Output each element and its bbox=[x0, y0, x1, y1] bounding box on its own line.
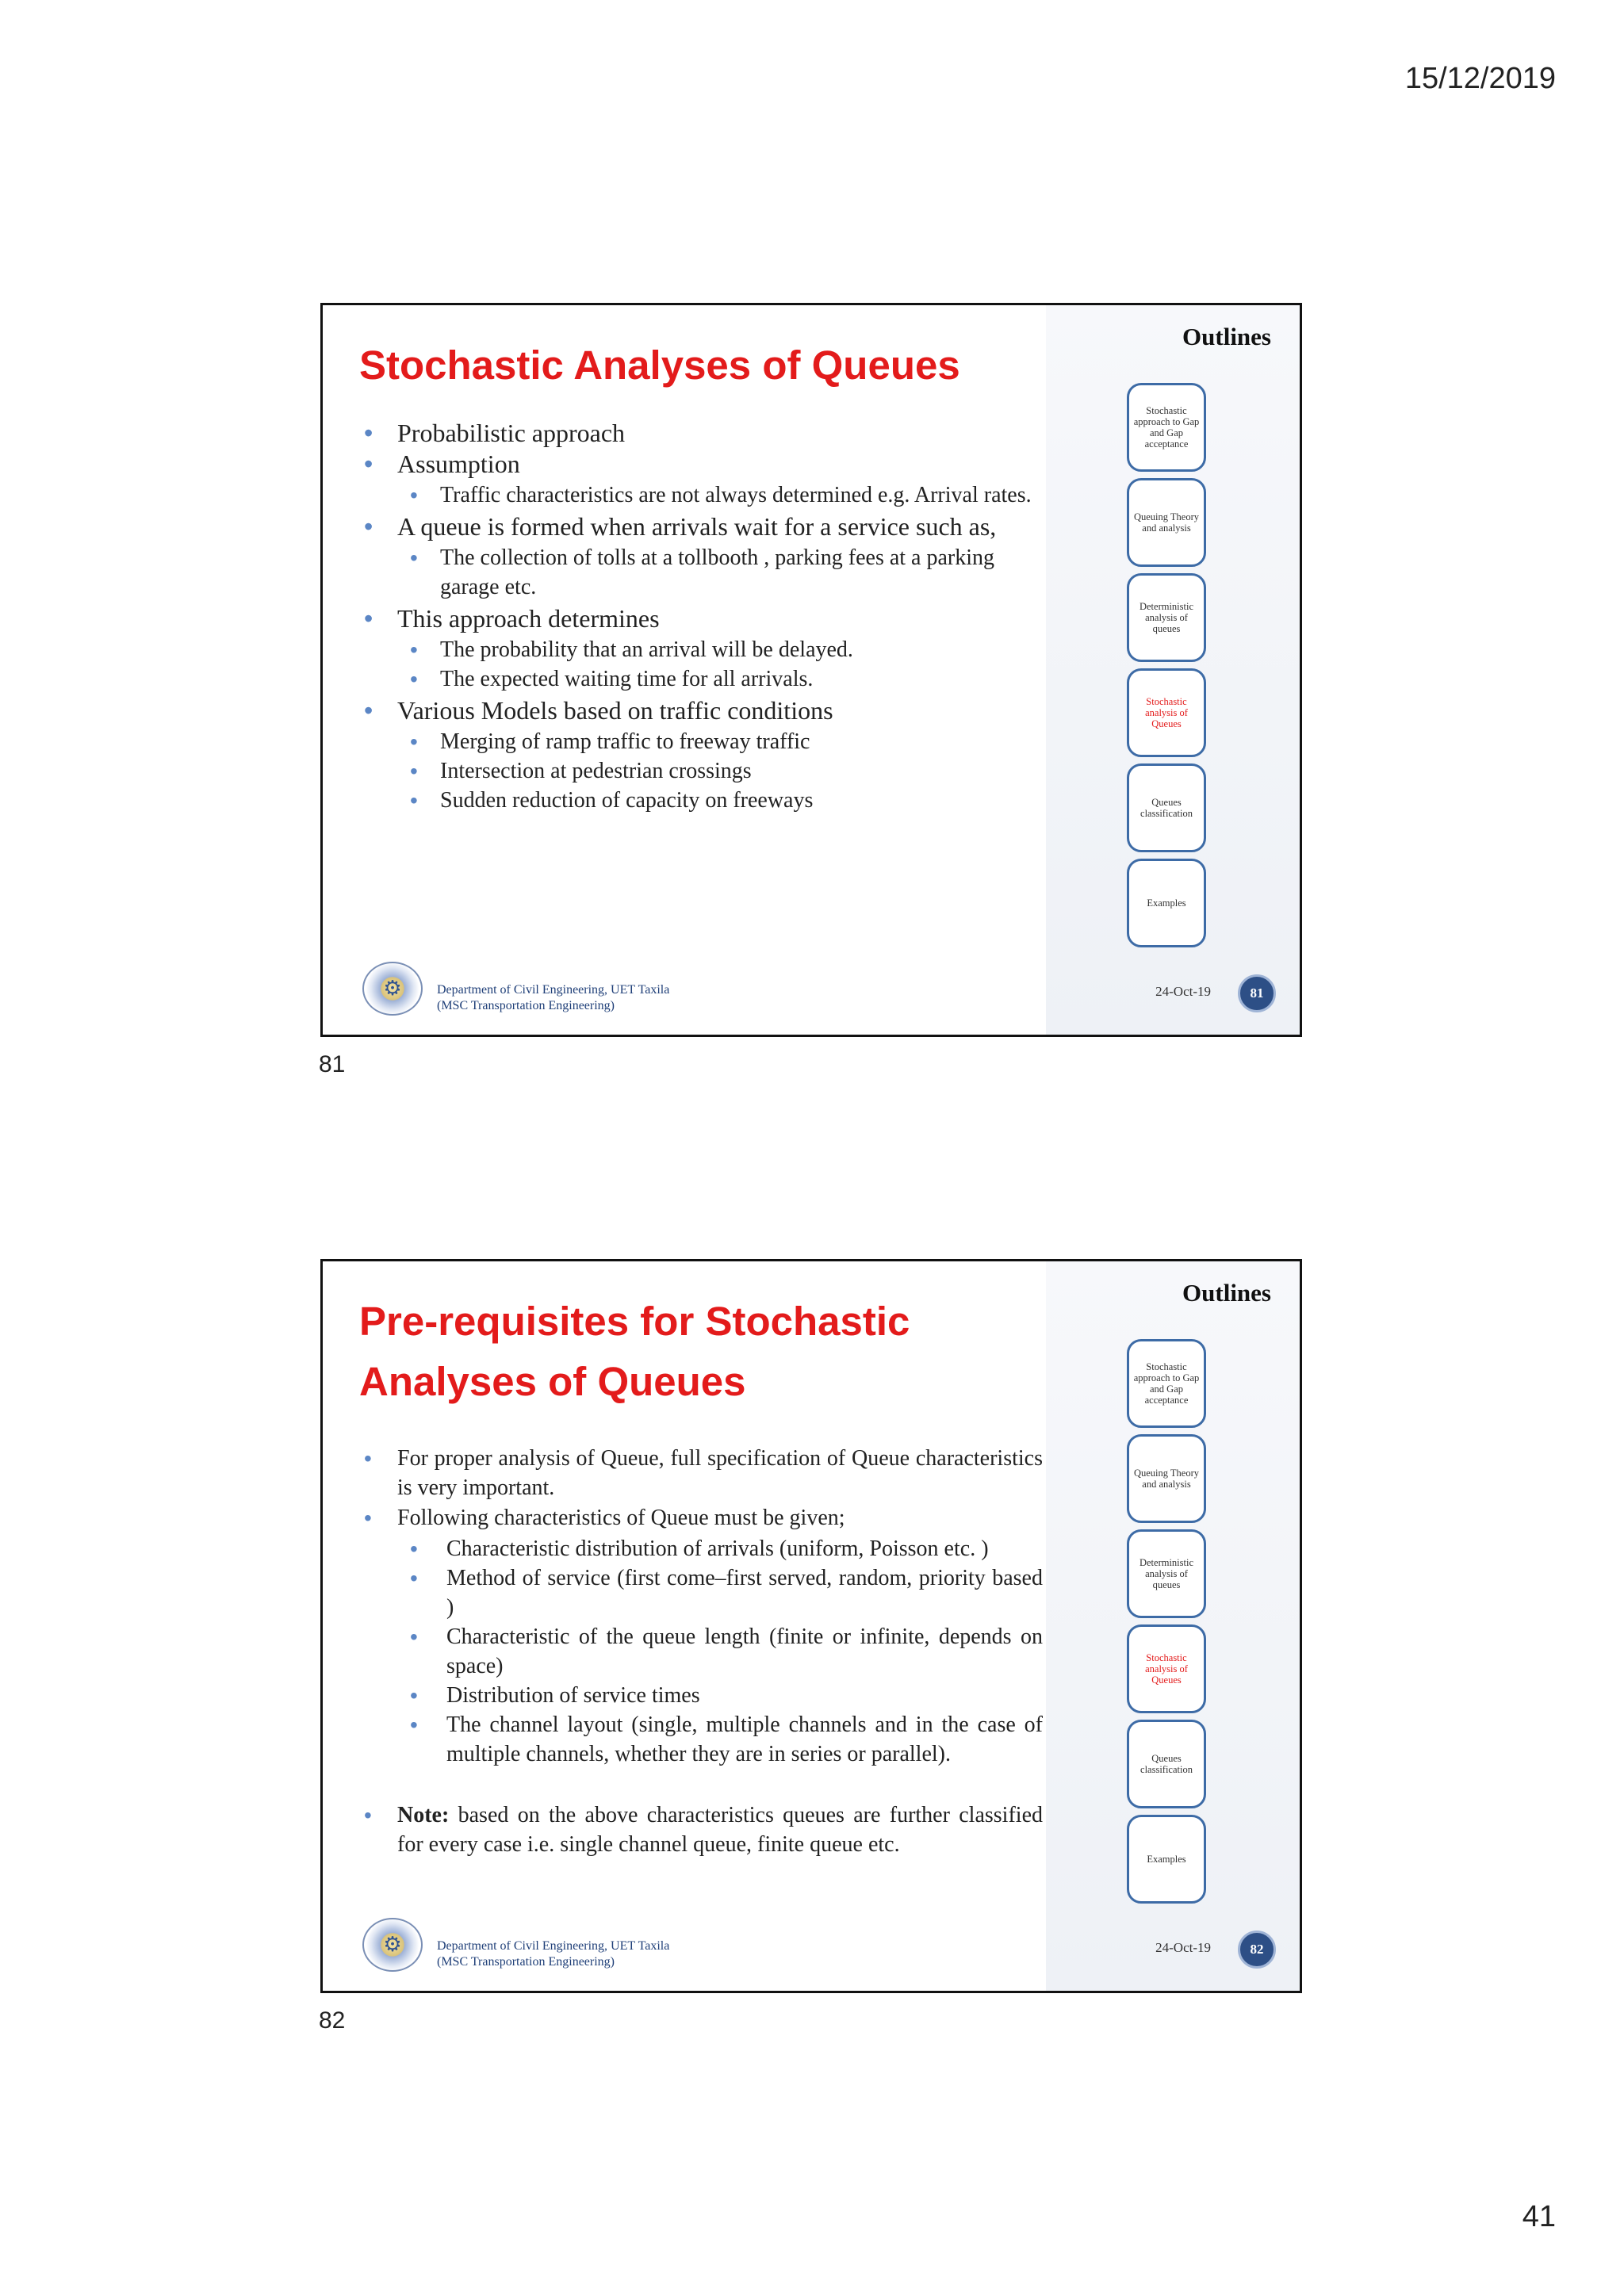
bullet-list bbox=[359, 418, 1057, 815]
footer-dept-line2: (MSC Transportation Engineering) bbox=[437, 999, 615, 1012]
outline-item-queuing-theory[interactable]: Queuing Theory and analysis bbox=[1127, 1434, 1206, 1523]
outline-item-queues-classification[interactable]: Queues classification bbox=[1127, 1720, 1206, 1808]
page-date: 15/12/2019 bbox=[1404, 62, 1556, 95]
sub-bullet: • Traffic characteristics are not always determined e.g. Arrival rates. bbox=[397, 480, 1057, 510]
outline-item-stochastic[interactable]: Stochastic analysis of Queues bbox=[1127, 668, 1206, 757]
bullet bbox=[359, 695, 1057, 815]
sub-bullet-list bbox=[397, 480, 1057, 510]
footer-department bbox=[437, 1938, 669, 1970]
outlines-sidebar bbox=[1046, 305, 1300, 1035]
slide-title-line2: Analyses of Queues bbox=[359, 1359, 746, 1404]
bullet-text: Assumption bbox=[397, 450, 520, 478]
sub-bullet: • Distribution of service times bbox=[397, 1681, 1043, 1710]
spacer bbox=[359, 1770, 1043, 1800]
bullet-text: A queue is formed when arrivals wait for a service such as, bbox=[397, 512, 997, 541]
bullet bbox=[359, 603, 1057, 694]
outline-item-gap-acceptance[interactable]: Stochastic approach to Gap and Gap acceptance bbox=[1127, 383, 1206, 472]
outline-item-deterministic[interactable]: Deterministic analysis of queues bbox=[1127, 573, 1206, 662]
footer-dept-line2: (MSC Transportation Engineering) bbox=[437, 1955, 615, 1969]
sub-bullet: • Sudden reduction of capacity on freeways bbox=[397, 786, 1057, 815]
sub-bullet-list bbox=[397, 543, 1057, 602]
slide-title: Stochastic Analyses of Queues bbox=[359, 342, 960, 388]
sub-bullet-list bbox=[397, 635, 1057, 694]
slide-number-badge: 82 bbox=[1238, 1931, 1276, 1969]
sub-bullet: • The collection of tolls at a tollbooth , parking fees at a parking garage etc. bbox=[397, 543, 1057, 602]
slide-index-label: 81 bbox=[319, 1051, 346, 1077]
outline-item-queuing-theory[interactable]: Queuing Theory and analysis bbox=[1127, 478, 1206, 567]
bullet-text: Following characteristics of Queue must be given; bbox=[397, 1506, 845, 1530]
footer-date: 24-Oct-19 bbox=[1155, 984, 1211, 999]
footer-date: 24-Oct-19 bbox=[1155, 1940, 1211, 1955]
bullet-text: Probabilistic approach bbox=[397, 419, 626, 447]
outline-item-examples[interactable]: Examples bbox=[1127, 859, 1206, 947]
slide-content bbox=[359, 1292, 1043, 1860]
bullet-list bbox=[359, 1444, 1043, 1859]
slide-81 bbox=[320, 303, 1302, 1037]
outline-item-queues-classification[interactable]: Queues classification bbox=[1127, 763, 1206, 852]
slide-title-line1: Pre-requisites for Stochastic bbox=[359, 1299, 910, 1344]
bullet-text: This approach determines bbox=[397, 604, 660, 633]
sub-bullet: • The channel layout (single, multiple channels and in the case of multiple channels, whether they are in series or parallel). bbox=[397, 1710, 1043, 1769]
slide-82 bbox=[320, 1259, 1302, 1993]
sub-bullet: • Method of service (first come–first served, random, priority based ) bbox=[397, 1563, 1043, 1622]
outlines-heading: Outlines bbox=[1182, 1279, 1271, 1307]
sub-bullet: • The probability that an arrival will be delayed. bbox=[397, 635, 1057, 664]
slide-index-label: 82 bbox=[319, 2007, 346, 2034]
bullet bbox=[359, 418, 1057, 448]
university-seal-icon: ⚙ bbox=[362, 1918, 423, 1972]
sub-bullet: • Intersection at pedestrian crossings bbox=[397, 756, 1057, 786]
outline-item-gap-acceptance[interactable]: Stochastic approach to Gap and Gap acceptance bbox=[1127, 1339, 1206, 1428]
bullet bbox=[359, 511, 1057, 602]
footer-dept-line1: Department of Civil Engineering, UET Taxila bbox=[437, 1939, 670, 1953]
outline-item-deterministic[interactable]: Deterministic analysis of queues bbox=[1127, 1529, 1206, 1618]
outline-item-examples[interactable]: Examples bbox=[1127, 1815, 1206, 1904]
outline-item-stochastic[interactable]: Stochastic analysis of Queues bbox=[1127, 1624, 1206, 1713]
slide-title bbox=[359, 1292, 1043, 1412]
university-seal-icon: ⚙ bbox=[362, 962, 423, 1016]
note-text: based on the above characteristics queues are further classified for every case i.e. single channel queue, finite queue etc. bbox=[397, 1803, 1043, 1857]
bullet bbox=[359, 449, 1057, 510]
sub-bullet: • The expected waiting time for all arrivals. bbox=[397, 664, 1057, 694]
sub-bullet-list bbox=[397, 727, 1057, 815]
page-number: 41 bbox=[1522, 2200, 1556, 2233]
bullet-text: Various Models based on traffic conditions bbox=[397, 696, 833, 725]
slide-number-badge: 81 bbox=[1238, 974, 1276, 1012]
footer-dept-line1: Department of Civil Engineering, UET Taxila bbox=[437, 983, 670, 997]
sub-bullet: • Characteristic distribution of arrivals (uniform, Poisson etc. ) bbox=[397, 1534, 1043, 1563]
outlines-sidebar bbox=[1046, 1261, 1300, 1991]
bullet bbox=[359, 1503, 1043, 1769]
outlines-heading: Outlines bbox=[1182, 323, 1271, 350]
note-label: Note: bbox=[397, 1803, 450, 1827]
bullet: • For proper analysis of Queue, full specification of Queue characteristics is very important. bbox=[359, 1444, 1043, 1502]
slide-content bbox=[359, 335, 1057, 817]
footer-department bbox=[437, 982, 669, 1014]
sub-bullet: • Characteristic of the queue length (finite or infinite, depends on space) bbox=[397, 1622, 1043, 1681]
bullet-note bbox=[359, 1800, 1043, 1859]
sub-bullet: • Merging of ramp traffic to freeway traffic bbox=[397, 727, 1057, 756]
sub-bullet-list bbox=[397, 1534, 1043, 1769]
